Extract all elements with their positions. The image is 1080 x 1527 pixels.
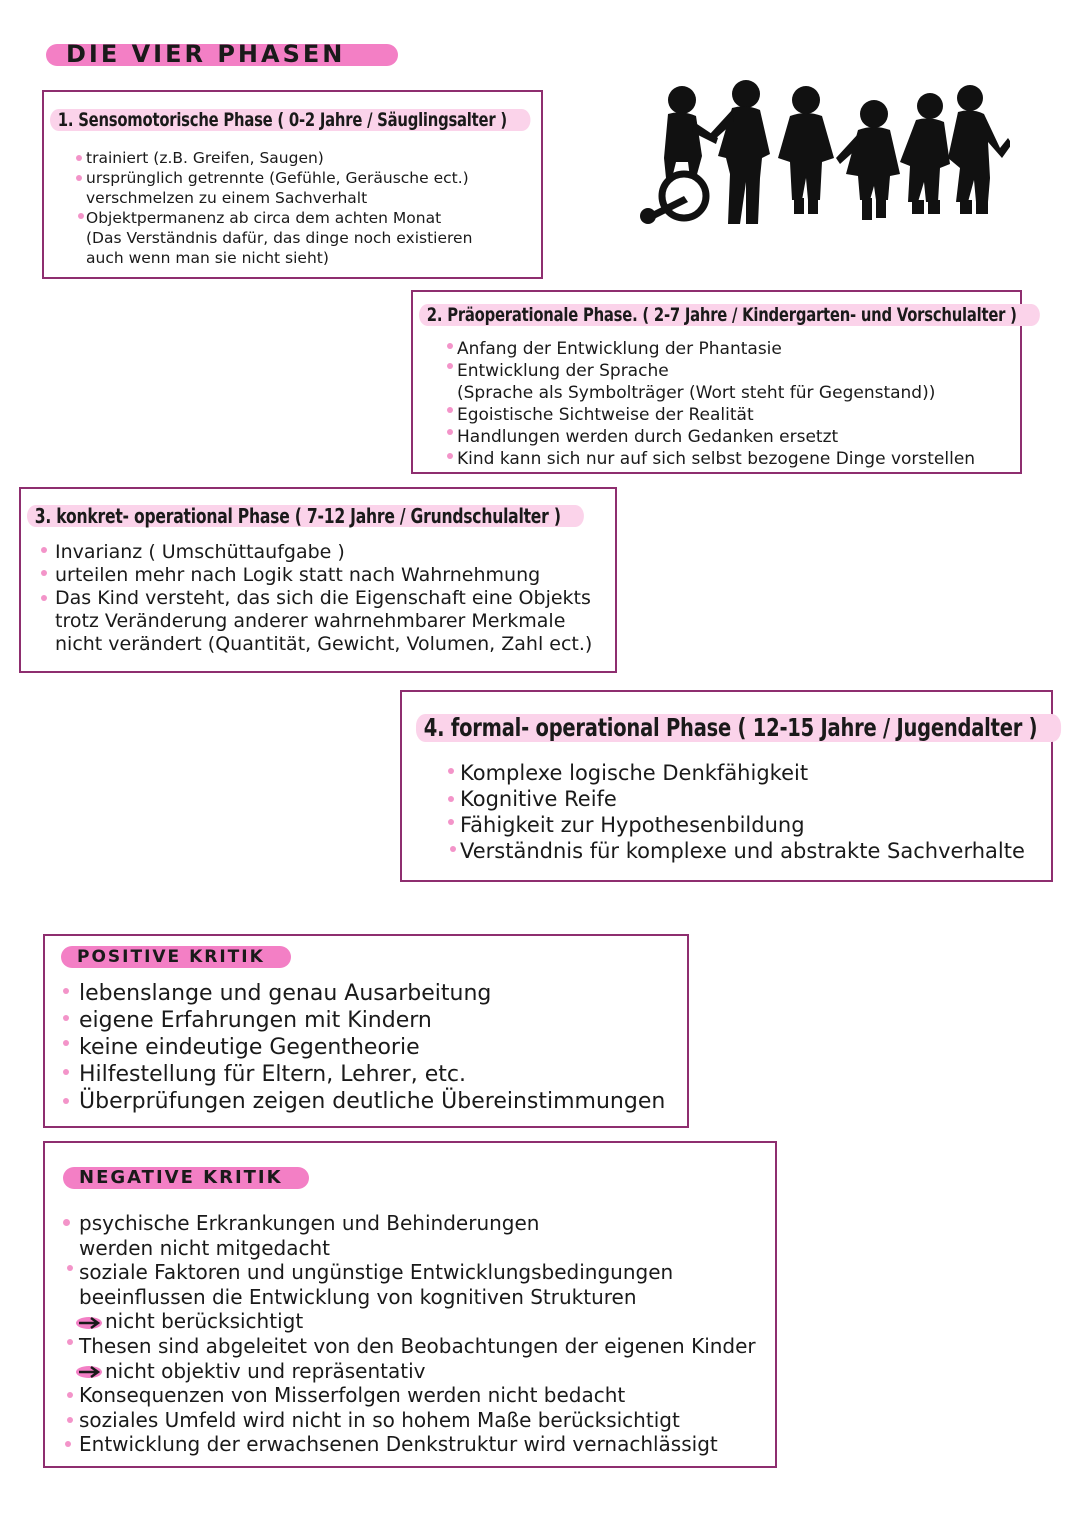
list-item: Überprüfungen zeigen deutliche Übereinstimmungen — [61, 1088, 665, 1115]
positive-kritik-label: POSITIVE KRITIK — [61, 946, 291, 968]
list-item: Entwicklung der Sprache — [445, 360, 975, 382]
list-item: Invarianz ( Umschüttaufgabe ) — [39, 541, 592, 564]
list-item: eigene Erfahrungen mit Kindern — [61, 1007, 665, 1034]
list-item-continued: verschmelzen zu einem Sachverhalt — [86, 189, 368, 207]
phase2-list — [445, 338, 975, 470]
list-item: urteilen mehr nach Logik statt nach Wahrnehmung — [39, 564, 592, 587]
list-item: Handlungen werden durch Gedanken ersetzt — [445, 426, 975, 448]
phase3-box — [19, 487, 617, 673]
negative-kritik-list — [61, 1211, 756, 1457]
list-item: Egoistische Sichtweise der Realität — [445, 404, 975, 426]
list-item: Entwicklung der erwachsenen Denkstruktur wird vernachlässigt — [61, 1432, 756, 1457]
list-item-continued: (Sprache als Symbolträger (Wort steht für Gegenstand)) — [457, 383, 936, 403]
list-item-continued: (Das Verständnis dafür, das dinge noch existieren — [86, 229, 473, 247]
list-item: Konsequenzen von Misserfolgen werden nicht bedacht — [61, 1383, 756, 1408]
page-title: DIE VIER PHASEN — [66, 40, 346, 68]
phase4-list — [446, 760, 1025, 864]
phase1-list — [74, 148, 472, 268]
list-item: Kind kann sich nur auf sich selbst bezogene Dinge vorstellen — [445, 448, 975, 470]
list-item-continued: nicht verändert (Quantität, Gewicht, Volumen, Zahl ect.) — [55, 633, 593, 655]
phase2-label: 2. Präoperationale Phase. ( 2-7 Jahre / Kindergarten- und Vorschulalter ) — [419, 304, 1040, 326]
children-silhouette-image — [638, 78, 1010, 234]
list-item-with-arrow: nicht objektiv und repräsentativ — [61, 1359, 756, 1384]
list-item: Objektpermanenz ab circa dem achten Monat — [74, 208, 472, 228]
phase3-list — [39, 541, 592, 656]
list-item: Fähigkeit zur Hypothesenbildung — [446, 812, 1025, 838]
phase1-label: 1. Sensomotorische Phase ( 0-2 Jahre / Säuglingsalter ) — [50, 109, 530, 131]
list-item: ursprünglich getrennte (Gefühle, Geräusche ect.) — [74, 168, 472, 188]
list-item-with-arrow: nicht berücksichtigt — [61, 1309, 756, 1334]
list-item: lebenslange und genau Ausarbeitung — [61, 980, 665, 1007]
negative-kritik-label: NEGATIVE KRITIK — [63, 1167, 309, 1189]
list-item: psychische Erkrankungen und Behinderungen — [61, 1211, 756, 1236]
phase2-box — [411, 290, 1022, 474]
list-item-continued: werden nicht mitgedacht — [79, 1235, 331, 1260]
list-item: Das Kind versteht, das sich die Eigenschaft eine Objekts — [39, 587, 592, 610]
list-item: Hilfestellung für Eltern, Lehrer, etc. — [61, 1061, 665, 1088]
list-item: soziale Faktoren und ungünstige Entwicklungsbedingungen — [61, 1260, 756, 1285]
phase3-label: 3. konkret- operational Phase ( 7-12 Jahre / Grundschulalter ) — [27, 505, 584, 527]
list-item: Thesen sind abgeleitet von den Beobachtungen der eigenen Kinder — [61, 1334, 756, 1359]
positive-kritik-list — [61, 980, 665, 1115]
list-item: keine eindeutige Gegentheorie — [61, 1034, 665, 1061]
phase4-label: 4. formal- operational Phase ( 12-15 Jahre / Jugendalter ) — [416, 714, 1061, 742]
list-item: Verständnis für komplexe und abstrakte Sachverhalte — [446, 838, 1025, 864]
phase1-box — [42, 90, 543, 279]
negative-kritik-box — [43, 1141, 777, 1468]
list-item: Komplexe logische Denkfähigkeit — [446, 760, 1025, 786]
list-item: trainiert (z.B. Greifen, Saugen) — [74, 148, 472, 168]
arrow-icon — [75, 1315, 105, 1331]
list-item-continued: auch wenn man sie nicht sieht) — [86, 249, 329, 267]
positive-kritik-box — [43, 934, 689, 1128]
list-item: Anfang der Entwicklung der Phantasie — [445, 338, 975, 360]
list-item: soziales Umfeld wird nicht in so hohem Maße berücksichtigt — [61, 1408, 756, 1433]
arrow-icon — [75, 1364, 105, 1380]
list-item-continued: trotz Veränderung anderer wahrnehmbarer Merkmale — [55, 610, 566, 632]
list-item-continued: beeinflussen die Entwicklung von kognitiven Strukturen — [79, 1284, 637, 1309]
list-item: Kognitive Reife — [446, 786, 1025, 812]
phase4-box — [400, 690, 1053, 882]
